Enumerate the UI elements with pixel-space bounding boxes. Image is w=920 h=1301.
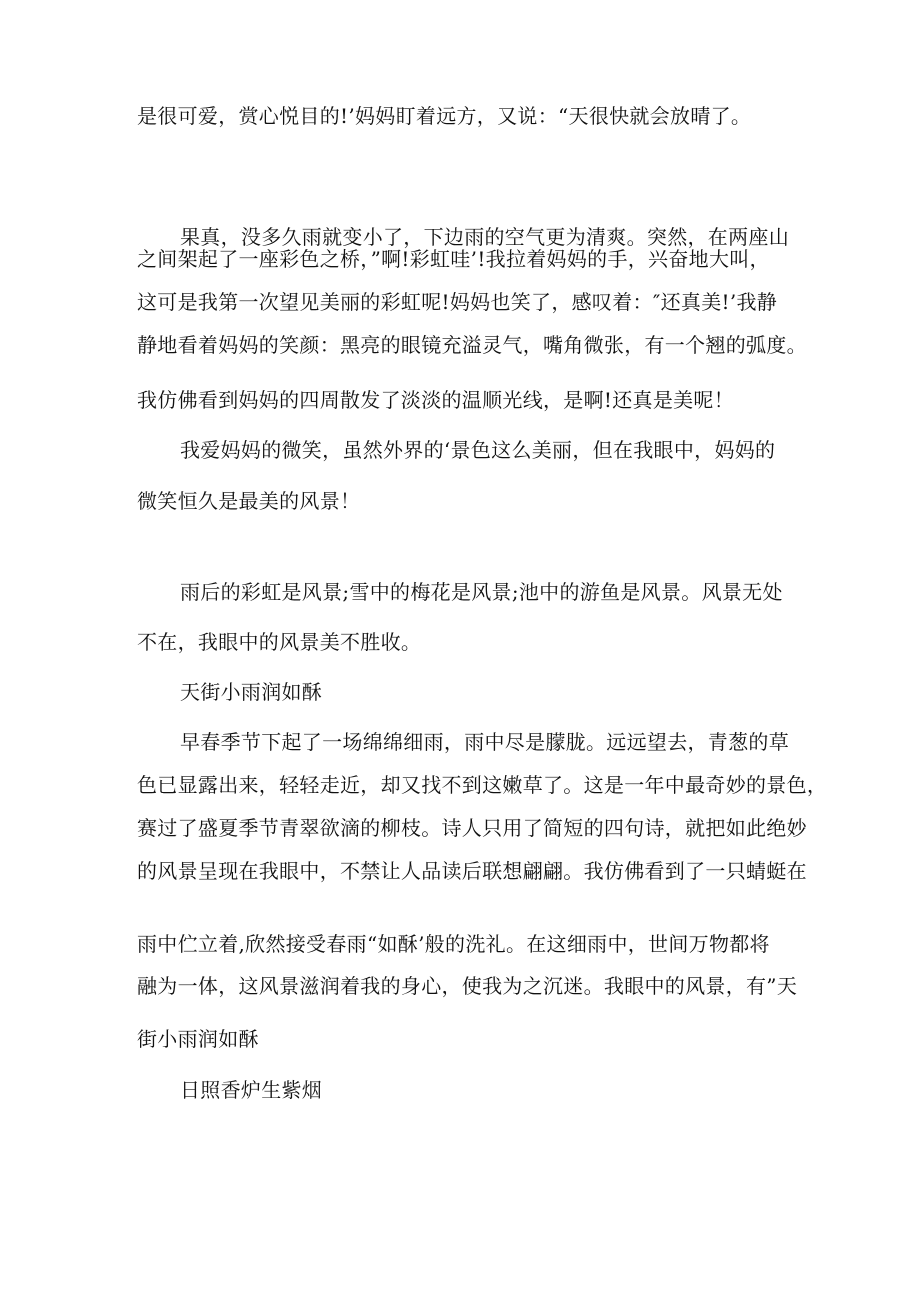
paragraph-line: 不在，我眼中的风景美不胜收。 bbox=[137, 630, 422, 654]
paragraph-line: 色已显露出来，轻轻走近，却又找不到这嫩草了。这是一年中最奇妙的景色， bbox=[137, 773, 828, 797]
paragraph-line: 的风景呈现在我眼中，不禁让人品读后联想翩翩。我仿佛看到了一只蜻蜓在 bbox=[137, 859, 807, 883]
paragraph-line: 街小雨润如酥 bbox=[137, 1027, 259, 1051]
paragraph-line: 之间架起了一座彩色之桥，”啊!彩虹哇’!我拉着妈妈的手，兴奋地大叫， bbox=[137, 247, 770, 271]
paragraph-line: 静地看着妈妈的笑颜：黑亮的眼镜充溢灵气，嘴角微张，有一个翘的弧度。 bbox=[137, 333, 807, 357]
paragraph-line: 早春季节下起了一场绵绵细雨，雨中尽是朦胧。远远望去，青葱的草 bbox=[180, 730, 789, 754]
paragraph-line: 我仿佛看到妈妈的四周散发了淡淡的温顺光线，是啊!还真是美呢！ bbox=[137, 388, 735, 412]
paragraph-line: 微笑恒久是最美的风景！ bbox=[137, 489, 361, 513]
section-heading: 天街小雨润如酥 bbox=[180, 680, 323, 704]
paragraph-line: 果真，没多久雨就变小了，下边雨的空气更为清爽。突然，在两座山 bbox=[180, 225, 789, 249]
paragraph-line: 我爱妈妈的微笑，虽然外界的‘景色这么美丽，但在我眼中，妈妈的 bbox=[180, 438, 776, 462]
section-heading: 日照香炉生紫烟 bbox=[180, 1078, 323, 1102]
paragraph-line: 这可是我第一次望见美丽的彩虹呢!妈妈也笑了，感叹着：″还真美!’我静 bbox=[137, 290, 778, 314]
paragraph-line: 雨后的彩虹是风景;雪中的梅花是风景;池中的游鱼是风景。风景无处 bbox=[180, 580, 783, 604]
paragraph-line: 赛过了盛夏季节青翠欲滴的柳枝。诗人只用了简短的四句诗，就把如此绝妙 bbox=[137, 816, 807, 840]
paragraph-line: 雨中伫立着,欣然接受春雨“如酥’般的洗礼。在这细雨中，世间万物都将 bbox=[137, 932, 770, 956]
paragraph-line: 融为一体，这风景滋润着我的身心，使我为之沉迷。我眼中的风景，有”天 bbox=[137, 974, 798, 998]
paragraph-line: 是很可爱，赏心悦目的!’妈妈盯着远方，又说：“天很快就会放晴了。 bbox=[137, 104, 752, 128]
